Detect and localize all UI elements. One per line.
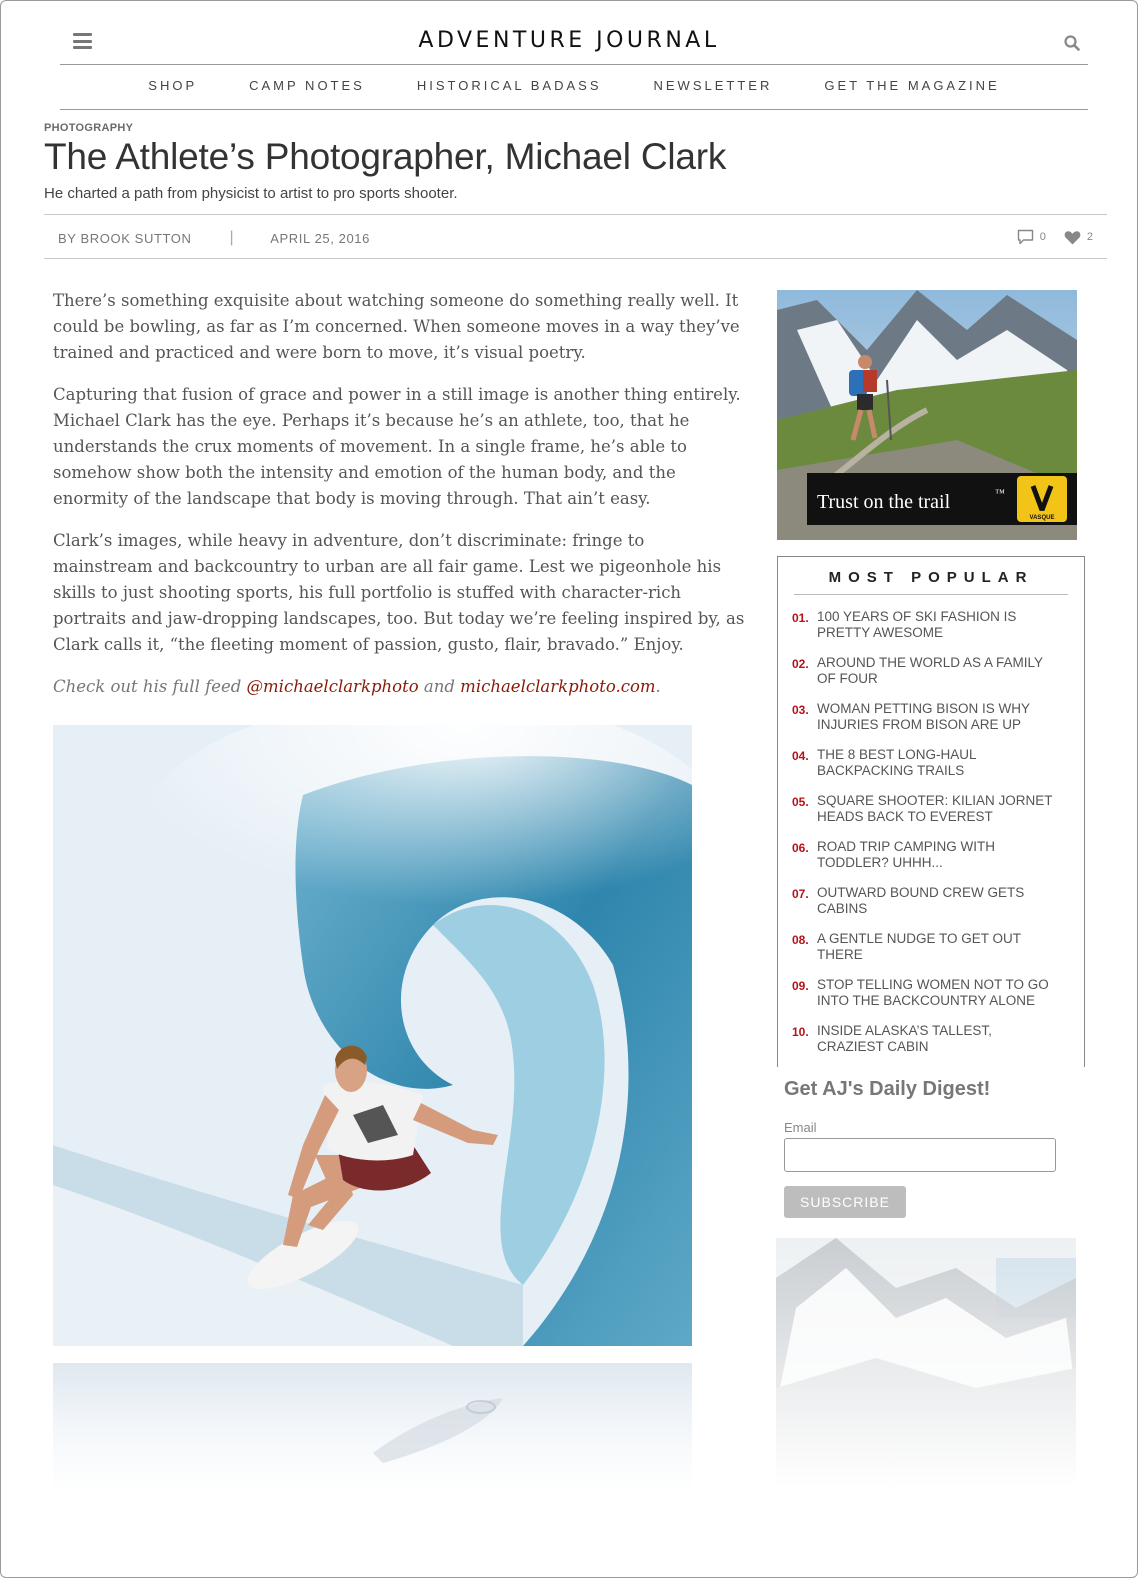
heart-icon[interactable] (1064, 230, 1081, 245)
email-field[interactable] (784, 1138, 1056, 1172)
publish-date: APRIL 25, 2016 (270, 230, 370, 246)
second-photo-preview (53, 1363, 692, 1493)
site-title[interactable]: ADVENTURE JOURNAL (418, 28, 720, 53)
popular-item[interactable]: 09. STOP TELLING WOMEN NOT TO GO INTO THE BACKCOUNTRY ALONE (792, 977, 1049, 1008)
comment-icon[interactable] (1017, 229, 1034, 245)
most-popular-title: MOST POPULAR (794, 569, 1068, 595)
paragraph: Clark’s images, while heavy in adventure, don’t discriminate: fringe to mainstream and backcountry to urban are all fair game. Lest we pigeonhole his skills to just shooting sports, his full portfolio is stuffed with character-rich portraits and jaw-dropping landscapes, too. But today we’re feeling inspired by, as Clark calls it, “the fleeting moment of passion, gusto, flair, bravado.” Enjoy. (53, 531, 745, 654)
search-icon[interactable] (1064, 35, 1080, 51)
popular-item[interactable]: 06. ROAD TRIP CAMPING WITH TODDLER? UHHH... (792, 839, 996, 870)
nav-camp-notes[interactable]: CAMP NOTES (249, 78, 365, 93)
feed-note: Check out his full feed @michaelclarkphoto and michaelclarkphoto.com. (53, 677, 661, 696)
main-nav (60, 78, 1088, 93)
instagram-link[interactable]: @michaelclarkphoto (246, 677, 419, 696)
most-popular-widget (777, 556, 1085, 1067)
article-body (53, 288, 748, 716)
popular-item[interactable]: 07. OUTWARD BOUND CREW GETS CABINS (792, 885, 1025, 916)
article-title: The Athlete’s Photographer, Michael Clark (44, 136, 727, 177)
email-label: Email (784, 1120, 817, 1135)
category-label[interactable]: PHOTOGRAPHY (44, 122, 134, 134)
meta-separator: | (229, 229, 235, 246)
svg-text:™: ™ (995, 488, 1005, 499)
paragraph: Capturing that fusion of grace and power in a still image is another thing entirely. Michael Clark has the eye. Perhaps it’s because he’s an athlete, too, that he understands the crux moments of movement. In a single frame, he’s able to somehow show both the intensity and emotion of the human body, and the enormity of the landscape that body is moving through. That ain’t easy. (53, 385, 741, 508)
popular-item[interactable]: 05. SQUARE SHOOTER: KILIAN JORNET HEADS BACK TO EVEREST (792, 793, 1053, 824)
byline[interactable]: BY BROOK SUTTON (58, 230, 192, 246)
popular-item[interactable]: 08. A GENTLE NUDGE TO GET OUT THERE (792, 931, 1021, 962)
vasque-ad[interactable] (777, 290, 1077, 540)
ad-tagline: Trust on the trail (817, 491, 951, 513)
like-count: 2 (1086, 231, 1093, 243)
nav-newsletter[interactable]: NEWSLETTER (653, 78, 773, 93)
ad-brand: VASQUE (1029, 515, 1055, 521)
subscribe-button[interactable]: SUBSCRIBE (784, 1186, 906, 1218)
meta-bottom-divider (44, 258, 1107, 259)
header-divider (60, 64, 1088, 65)
nav-divider (60, 109, 1088, 110)
popular-item[interactable]: 02. AROUND THE WORLD AS A FAMILY OF FOUR (792, 655, 1043, 686)
website-link[interactable]: michaelclarkphoto.com (460, 677, 656, 696)
engagement-counts (1017, 229, 1093, 245)
popular-item[interactable]: 10. INSIDE ALASKA’S TALLEST, CRAZIEST CABIN (792, 1023, 992, 1054)
article-dek: He charted a path from physicist to artist to pro sports shooter. (44, 185, 458, 202)
meta-top-divider (44, 214, 1107, 215)
popular-item[interactable]: 04. THE 8 BEST LONG-HAUL BACKPACKING TRAILS (792, 747, 977, 778)
newsletter-title: Get AJ's Daily Digest! (784, 1078, 991, 1100)
sidebar-ad-bottom[interactable] (776, 1238, 1076, 1488)
nav-shop[interactable]: SHOP (148, 78, 198, 93)
surfer-photo (53, 725, 692, 1346)
comment-count: 0 (1039, 231, 1046, 243)
paragraph: There’s something exquisite about watching someone do something really well. It could be bowling, as far as I’m concerned. When someone moves in a way they’ve trained and practiced and were born to move, it’s visual poetry. (53, 291, 740, 362)
article-meta (58, 229, 370, 247)
nav-historical-badass[interactable]: HISTORICAL BADASS (416, 78, 602, 93)
nav-get-the-magazine[interactable]: GET THE MAGAZINE (824, 78, 1000, 93)
popular-item[interactable]: 01. 100 YEARS OF SKI FASHION IS PRETTY AWESOME (792, 609, 1017, 640)
popular-item[interactable]: 03. WOMAN PETTING BISON IS WHY INJURIES FROM BISON ARE UP (792, 701, 1030, 732)
